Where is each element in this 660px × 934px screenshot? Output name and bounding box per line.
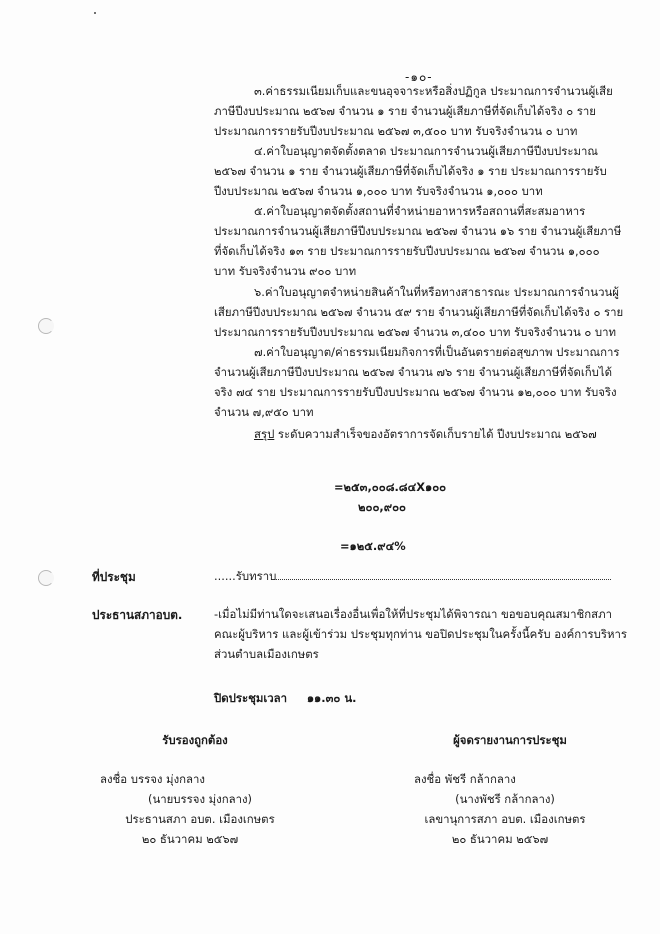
right-signature-sign: ลงชื่อ พัชรี กล้ากลาง	[414, 772, 516, 786]
item7-line-3: จริง ๗๔ ราย ประมาณการรายรับปีงบประมาณ ๒๕๖๗ จำนวน ๑๒,๐๐๐ บาท รับจริง	[214, 385, 617, 399]
item5-line-4: บาท รับจริงจำนวน ๙๐๐ บาท	[214, 264, 357, 278]
binder-hole-icon	[38, 318, 54, 334]
item6-line-2: เสียภาษีปีงบประมาณ ๒๕๖๗ จำนวน ๕๙ ราย จำนวนผู้เสียภาษีที่จัดเก็บได้จริง ๐ ราย	[214, 305, 624, 319]
left-signature-position: ประธานสภา อบต. เมืองเกษตร	[125, 812, 275, 826]
meeting-ack-text: ......รับทราบ	[214, 569, 277, 583]
item6-line-1: ๖.ค่าใบอนุญาตจำหน่ายสินค้าในที่หรือทางสาธารณะ ประมาณการจำนวนผู้	[254, 285, 619, 299]
right-signature-heading: ผู้จดรายงานการประชุม	[453, 733, 567, 747]
item3-line-1: ๓.ค่าธรรมเนียมเก็บและขนอุจจาระหรือสิ่งปฏิกูล ประมาณการจำนวนผู้เสีย	[254, 84, 613, 98]
formula-denominator: ๒๐๐,๙๐๐	[358, 500, 406, 514]
close-time: ๑๑.๓๐ น.	[306, 691, 357, 705]
chair-label: ประธานสภาอบต.	[92, 608, 183, 622]
right-signature-name: (นางพัชรี กล้ากลาง)	[455, 792, 555, 806]
meeting-label: ที่ประชุม	[92, 570, 136, 584]
item5-line-1: ๕.ค่าใบอนุญาตจัดตั้งสถานที่จำหน่ายอาหารหรือสถานที่สะสมอาหาร	[254, 204, 586, 218]
page-number: -๑๐-	[405, 70, 433, 84]
formula-result: =๑๒๕.๙๔%	[340, 539, 406, 553]
item7-line-1: ๗.ค่าใบอนุญาต/ค่าธรรมเนียมกิจการที่เป็นอันตรายต่อสุขภาพ ประมาณการ	[254, 345, 620, 359]
chair-text-line-3: ส่วนตำบลเมืองเกษตร	[214, 647, 319, 661]
close-label: ปิดประชุมเวลา	[214, 691, 287, 705]
item5-line-2: ประมาณการจำนวนผู้เสียภาษีปีงบประมาณ ๒๕๖๗ จำนวน ๑๖ ราย จำนวนผู้เสียภาษี	[214, 224, 622, 238]
chair-text-line-1: -เมื่อไม่มีท่านใดจะเสนอเรื่องอื่นเพื่อให้ที่ประชุมได้พิจารณา ขอขอบคุณสมาชิกสภา	[214, 607, 613, 621]
summary-text: ระดับความสำเร็จของอัตราการจัดเก็บรายได้ ปีงบประมาณ ๒๕๖๗	[274, 427, 597, 441]
item3-line-2: ภาษีปีงบประมาณ ๒๕๖๗ จำนวน ๑ ราย จำนวนผู้เสียภาษีที่จัดเก็บได้จริง ๐ ราย	[214, 104, 596, 118]
summary-line	[254, 426, 597, 444]
item7-line-4: จำนวน ๗,๙๕๐ บาท	[214, 405, 314, 419]
formula-numerator: =๒๕๓,๐๐๘.๘๔X๑๐๐	[334, 480, 447, 494]
left-signature-name: (นายบรรจง มุ่งกลาง)	[148, 792, 252, 806]
item7-line-2: จำนวนผู้เสียภาษีปีงบประมาณ ๒๕๖๗ จำนวน ๗๖ ราย จำนวนผู้เสียภาษีที่จัดเก็บได้	[214, 365, 613, 379]
scan-speck	[94, 12, 96, 14]
meeting-close	[214, 690, 356, 708]
item4-line-1: ๔.ค่าใบอนุญาตจัดตั้งตลาด ประมาณการจำนวนผู้เสียภาษีปีงบประมาณ	[254, 144, 598, 158]
summary-label: สรุป	[254, 427, 275, 441]
item4-line-2: ๒๕๖๗ จำนวน ๑ ราย จำนวนผู้เสียภาษีที่จัดเก็บได้จริง ๑ ราย ประมาณการรายรับ	[214, 164, 607, 178]
right-signature-date: ๒๐ ธันวาคม ๒๕๖๗	[451, 832, 549, 846]
left-signature-heading: รับรองถูกต้อง	[162, 733, 228, 747]
left-signature-date: ๒๐ ธันวาคม ๒๕๖๗	[141, 832, 239, 846]
item6-line-3: ประมาณการรายรับปีงบประมาณ ๒๕๖๗ จำนวน ๓,๔๐๐ บาท รับจริงจำนวน ๐ บาท	[214, 325, 617, 339]
item3-line-3: ประมาณการรายรับปีงบประมาณ ๒๕๖๗ ๓,๕๐๐ บาท รับจริงจำนวน ๐ บาท	[214, 124, 578, 138]
meeting-ack	[214, 568, 611, 586]
chair-text-line-2: คณะผู้บริหาร และผู้เข้าร่วม ประชุมทุกท่าน ขอปิดประชุมในครั้งนี้ครับ องค์การบริหาร	[214, 627, 628, 641]
binder-hole-icon	[38, 570, 54, 586]
item4-line-3: ปีงบประมาณ ๒๕๖๗ จำนวน ๑,๐๐๐ บาท รับจริงจำนวน ๑,๐๐๐ บาท	[214, 184, 543, 198]
item5-line-3: ที่จัดเก็บได้จริง ๑๓ ราย ประมาณการรายรับปีงบประมาณ ๒๕๖๗ จำนวน ๑,๐๐๐	[214, 244, 600, 258]
dotted-fill-line	[276, 579, 611, 580]
left-signature-sign: ลงชื่อ บรรจง มุ่งกลาง	[100, 772, 205, 786]
right-signature-position: เลขานุการสภา อบต. เมืองเกษตร	[424, 812, 586, 826]
